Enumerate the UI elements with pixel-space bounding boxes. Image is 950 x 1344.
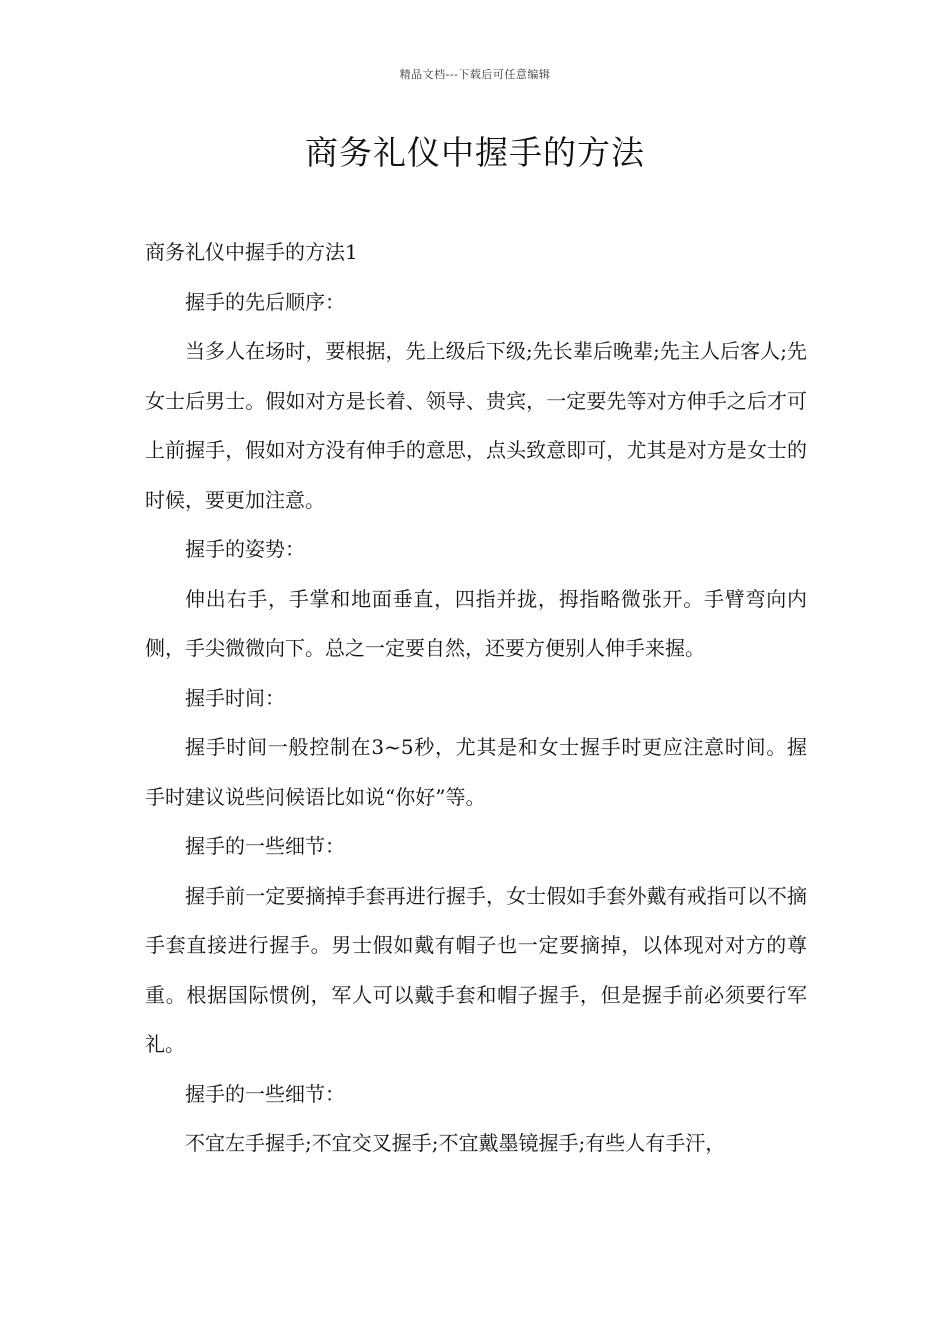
subheading-posture: 握手的姿势：: [185, 537, 305, 561]
document-title: 商务礼仪中握手的方法: [305, 133, 645, 172]
paragraph-time: 握手时间一般控制在3~5秒，尤其是和女士握手时更应注意时间。握手时建议说些问候语比如说“你好”等。: [145, 735, 807, 809]
subheading-order: 握手的先后顺序：: [185, 289, 345, 314]
paragraph-details-2: 不宜左手握手;不宜交叉握手;不宜戴墨镜握手;有些人有手汗，: [185, 1131, 726, 1155]
document-body: [145, 228, 807, 1169]
section-heading: 商务礼仪中握手的方法1: [145, 240, 358, 264]
paragraph-order: 当多人在场时，要根据，先上级后下级;先长辈后晚辈;先主人后客人;先女士后男士。假如对方是长着、领导、贵宾，一定要先等对方伸手之后才可上前握手，假如对方没有伸手的意思，点头致意即可，尤其是对方是女士的时候，要更加注意。: [145, 339, 807, 512]
subheading-time: 握手时间：: [185, 685, 285, 710]
paragraph-posture: 伸出右手，手掌和地面垂直，四指并拢，拇指略微张开。手臂弯向内侧，手尖微微向下。总之一定要自然，还要方便别人伸手来握。: [145, 586, 807, 660]
subheading-details-2: 握手的一些细节：: [185, 1081, 345, 1106]
paragraph-details: 握手前一定要摘掉手套再进行握手，女士假如手套外戴有戒指可以不摘手套直接进行握手。男士假如戴有帽子也一定要摘掉，以体现对对方的尊重。根据国际惯例，军人可以戴手套和帽子握手，但是握手前必须要行军礼。: [145, 883, 807, 1056]
subheading-details: 握手的一些细节：: [185, 834, 345, 858]
header-note: 精品文档---下载后可任意编辑: [399, 68, 551, 81]
